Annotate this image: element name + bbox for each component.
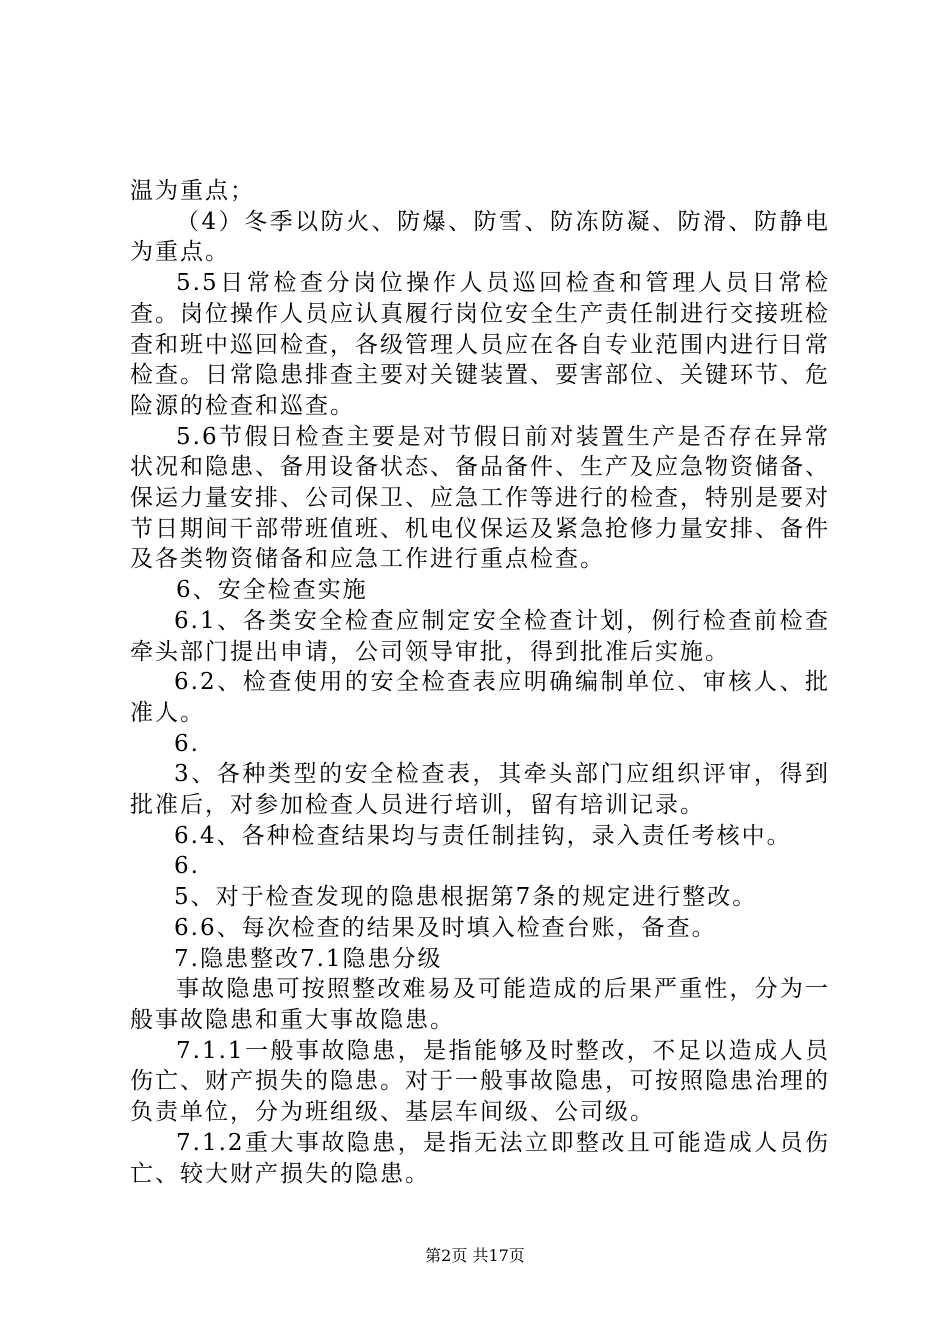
paragraph: 7.1.2重大事故隐患，是指无法立即整改且可能造成人员伤亡、较大财产损失的隐患。 — [130, 1129, 830, 1187]
paragraph: 温为重点； — [130, 178, 255, 204]
paragraph: 5.6节假日检查主要是对节假日前对装置生产是否存在异常状况和隐患、备用设备状态、备品备件、生产及应急物资储备、保运力量安排、公司保卫、应急工作等进行的检查，特别是要对节日期间干部带班值班、机电仪保运及紧急抢修力量安排、备件及各类物资储备和应急工作进行重点检查。 — [130, 423, 830, 573]
paragraph: 6. — [174, 730, 200, 757]
document-body — [130, 176, 830, 1189]
section-heading: 7.隐患整改7.1隐患分级 — [174, 945, 443, 972]
paragraph: 7.1.1一般事故隐患，是指能够及时整改，不足以造成人员伤亡、财产损失的隐患。对于一般事故隐患，可按照隐患治理的负责单位，分为班组级、基层车间级、公司级。 — [130, 1037, 830, 1126]
paragraph: 5、对于检查发现的隐患根据第7条的规定进行整改。 — [174, 884, 758, 911]
paragraph: 3、各种类型的安全检查表，其牵头部门应组织评审，得到批准后，对参加检查人员进行培训，留有培训记录。 — [130, 761, 830, 819]
paragraph: 6. — [174, 853, 200, 880]
paragraph: 6.4、各种检查结果均与责任制挂钩，录入责任考核中。 — [174, 822, 792, 849]
section-heading: 6、安全检查实施 — [176, 577, 368, 604]
paragraph: （4）冬季以防火、防爆、防雪、防冻防凝、防滑、防静电为重点。 — [130, 208, 830, 266]
paragraph: 6.6、每次检查的结果及时填入检查台账，备查。 — [174, 914, 717, 941]
paragraph: 6.1、各类安全检查应制定安全检查计划，例行检查前检查牵头部门提出申请，公司领导审批，得到批准后实施。 — [130, 607, 830, 665]
paragraph: 5.5日常检查分岗位操作人员巡回检查和管理人员日常检查。岗位操作人员应认真履行岗位安全生产责任制进行交接班检查和班中巡回检查，各级管理人员应在各自专业范围内进行日常检查。日常隐患排查主要对关键装置、要害部位、关键环节、危险源的检查和巡查。 — [130, 270, 830, 419]
page-number-footer: 第2页 共17页 — [425, 1246, 525, 1265]
paragraph: 事故隐患可按照整改难易及可能造成的后果严重性，分为一般事故隐患和重大事故隐患。 — [130, 976, 830, 1033]
paragraph: 6.2、检查使用的安全检查表应明确编制单位、审核人、批准人。 — [130, 669, 830, 726]
